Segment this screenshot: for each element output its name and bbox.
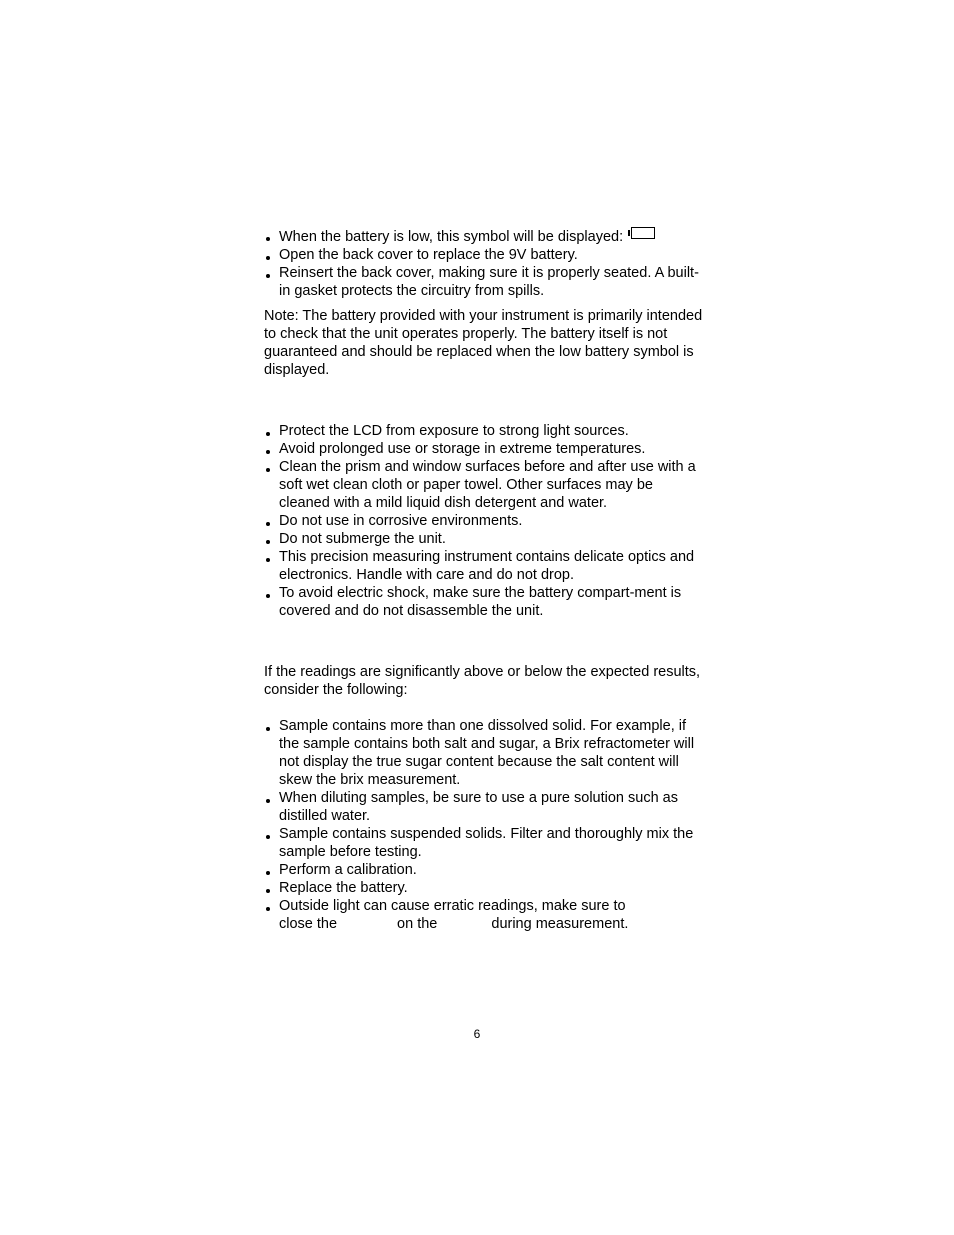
- list-item-text: Protect the LCD from exposure to strong light sources.: [279, 423, 629, 439]
- list-item: [264, 789, 704, 825]
- list-item-text: Do not use in corrosive environments.: [279, 513, 523, 529]
- page-number: 6: [473, 1027, 481, 1041]
- list-item: [264, 897, 704, 933]
- list-item-text: When the battery is low, this symbol will be displayed:: [279, 229, 624, 245]
- list-item: [264, 825, 704, 861]
- list-item-text: Outside light can cause erratic readings, make sure to: [279, 898, 626, 914]
- list-item: [264, 458, 704, 512]
- list-item: [264, 422, 704, 440]
- list-item-text: When diluting samples, be sure to use a pure solution such as distilled water.: [279, 790, 678, 824]
- list-item-text: Clean the prism and window surfaces before and after use with a soft wet clean cloth or paper towel. Other surfaces may be cleaned with a mild liquid dish detergent and water.: [279, 459, 696, 511]
- list-item: [264, 548, 704, 584]
- list-item-text: Reinsert the back cover, making sure it is properly seated. A built-in gasket protects the circuitry from spills.: [279, 265, 699, 299]
- care-list: [264, 422, 704, 620]
- list-item: [264, 227, 704, 246]
- list-item: [264, 879, 704, 897]
- list-item: [264, 246, 704, 264]
- list-item-text: Replace the battery.: [279, 880, 408, 896]
- list-item-text-part: close the: [279, 916, 338, 932]
- low-battery-icon: [631, 227, 655, 239]
- list-item-text: Avoid prolonged use or storage in extreme temperatures.: [279, 441, 646, 457]
- list-item-text-part: during measurement.: [491, 916, 629, 932]
- list-item: [264, 861, 704, 879]
- list-item-text: This precision measuring instrument contains delicate optics and electronics. Handle with care and do not drop.: [279, 549, 695, 583]
- list-item-text: Sample contains more than one dissolved solid. For example, if the sample contains both salt and sugar, a Brix refractometer will not display the true sugar content because the salt content will skew the brix measurement.: [279, 718, 695, 788]
- troubleshooting-list: [264, 717, 704, 933]
- document-page: [264, 222, 704, 933]
- list-item-text: To avoid electric shock, make sure the battery compart-ment is covered and do not disassemble the unit.: [279, 585, 682, 619]
- list-item: [264, 717, 704, 789]
- list-item: [264, 440, 704, 458]
- list-item: [264, 512, 704, 530]
- list-item-text: Perform a calibration.: [279, 862, 417, 878]
- list-item: [264, 264, 704, 300]
- list-item: [264, 530, 704, 548]
- list-item-text: Sample contains suspended solids. Filter and thoroughly mix the sample before testing.: [279, 826, 694, 860]
- list-item-text: Do not submerge the unit.: [279, 531, 446, 547]
- battery-list: [264, 227, 704, 300]
- list-item-text: Open the back cover to replace the 9V battery.: [279, 247, 578, 263]
- list-item-text-part: on the: [397, 916, 438, 932]
- list-item: [264, 584, 704, 620]
- battery-note: Note: The battery provided with your instrument is primarily intended to check that the unit operates properly. The battery itself is not guaranteed and should be replaced when the low battery symbol is displayed.: [264, 308, 703, 378]
- troubleshooting-intro: If the readings are significantly above or below the expected results, consider the following:: [264, 664, 701, 698]
